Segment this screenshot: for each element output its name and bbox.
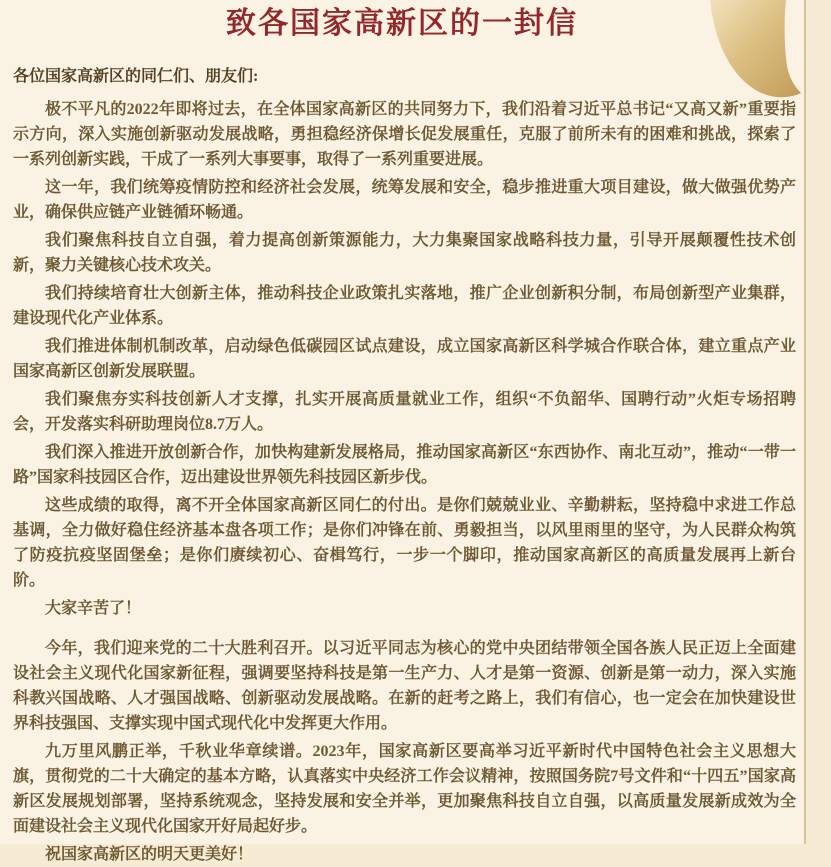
paragraph-closing-wish: 祝国家高新区的明天更美好！	[45, 846, 254, 863]
paragraph-talent-support: 我们聚焦夯实科技创新人才支撑，扎实开展高质量就业工作，组织“不负韶华、国聘行动”火炬专场招聘会，开发落实科研助理岗位8.7万人。	[13, 391, 796, 433]
letter-body	[13, 97, 796, 867]
paragraph-open-cooperation: 我们深入推进开放创新合作，加快构建新发展格局，推动国家高新区“东西协作、南北互动”，推动“一带一路”国家科技园区合作，迈出建设世界领先科技园区新步伐。	[13, 444, 796, 486]
letter-title: 致各国家高新区的一封信	[226, 7, 578, 40]
gold-ribbon-shape	[710, 0, 801, 97]
paragraph-2023-outlook: 九万里风鹏正举，千秋业华章续谱。2023年，国家高新区要高举习近平新时代中国特色社会主义思想大旗，贯彻党的二十大确定的基本方略，认真落实中央经济工作会议精神，按照国务院7号文件和“十四五”国家高新区发展规划部署，坚持系统观念，坚持发展和安全并举，更加聚焦科技自立自强，以高质量发展新成效为全面建设社会主义现代化国家开好局起好步。	[13, 743, 796, 835]
paragraph-gratitude: 这些成绩的取得，离不开全体国家高新区同仁的付出。是你们兢兢业业、辛勤耕耘，坚持稳中求进工作总基调，全力做好稳住经济基本盘各项工作；是你们冲锋在前、勇毅担当，以风里雨里的坚守，为人民群众构筑了防疫抗疫坚固堡垒；是你们赓续初心、奋楫笃行，一步一个脚印，推动国家高新区的高质量发展再上新台阶。	[13, 497, 796, 589]
letter-salutation: 各位国家高新区的同仁们、朋友们:	[13, 68, 259, 85]
paragraph-innovation-entities: 我们持续培育壮大创新主体，推动科技企业政策扎实落地，推广企业创新积分制，布局创新型产业集群，建设现代化产业体系。	[13, 285, 796, 327]
paragraph-epidemic-economy: 这一年，我们统筹疫情防控和经济社会发展，统筹发展和安全，稳步推进重大项目建设，做大做强优势产业，确保供应链产业链循环畅通。	[13, 179, 796, 221]
paragraph-tech-self-reliance: 我们聚焦科技自立自强，着力提高创新策源能力，大力集聚国家战略科技力量，引导开展颠覆性技术创新，聚力关键核心技术攻关。	[13, 232, 796, 274]
paragraph-party-congress: 今年，我们迎来党的二十大胜利召开。以习近平同志为核心的党中央团结带领全国各族人民正迈上全面建设社会主义现代化国家新征程，强调要坚持科技是第一生产力、人才是第一资源、创新是第一动力，深入实施科教兴国战略、人才强国战略、创新驱动发展战略。在新的赶考之路上，我们有信心，也一定会在加快建设世界科技强国、支撑实现中国式现代化中发挥更大作用。	[13, 640, 796, 732]
paragraph-achievements-intro: 极不平凡的2022年即将过去，在全体国家高新区的共同努力下，我们沿着习近平总书记“又高又新”重要指示方向，深入实施创新驱动发展战略，勇担稳经济保增长促发展重任，克服了前所未有的困难和挑战，探索了一系列创新实践，干成了一系列大事要事，取得了一系列重要进展。	[13, 101, 796, 168]
gold-ribbon-icon	[684, 0, 804, 106]
paragraph-institutional-reform: 我们推进体制机制改革，启动绿色低碳园区试点建设，成立国家高新区科学城合作联合体，建立重点产业国家高新区创新发展联盟。	[13, 338, 796, 380]
page-margin-strip	[806, 0, 831, 844]
paragraph-thanks: 大家辛苦了！	[45, 600, 142, 617]
